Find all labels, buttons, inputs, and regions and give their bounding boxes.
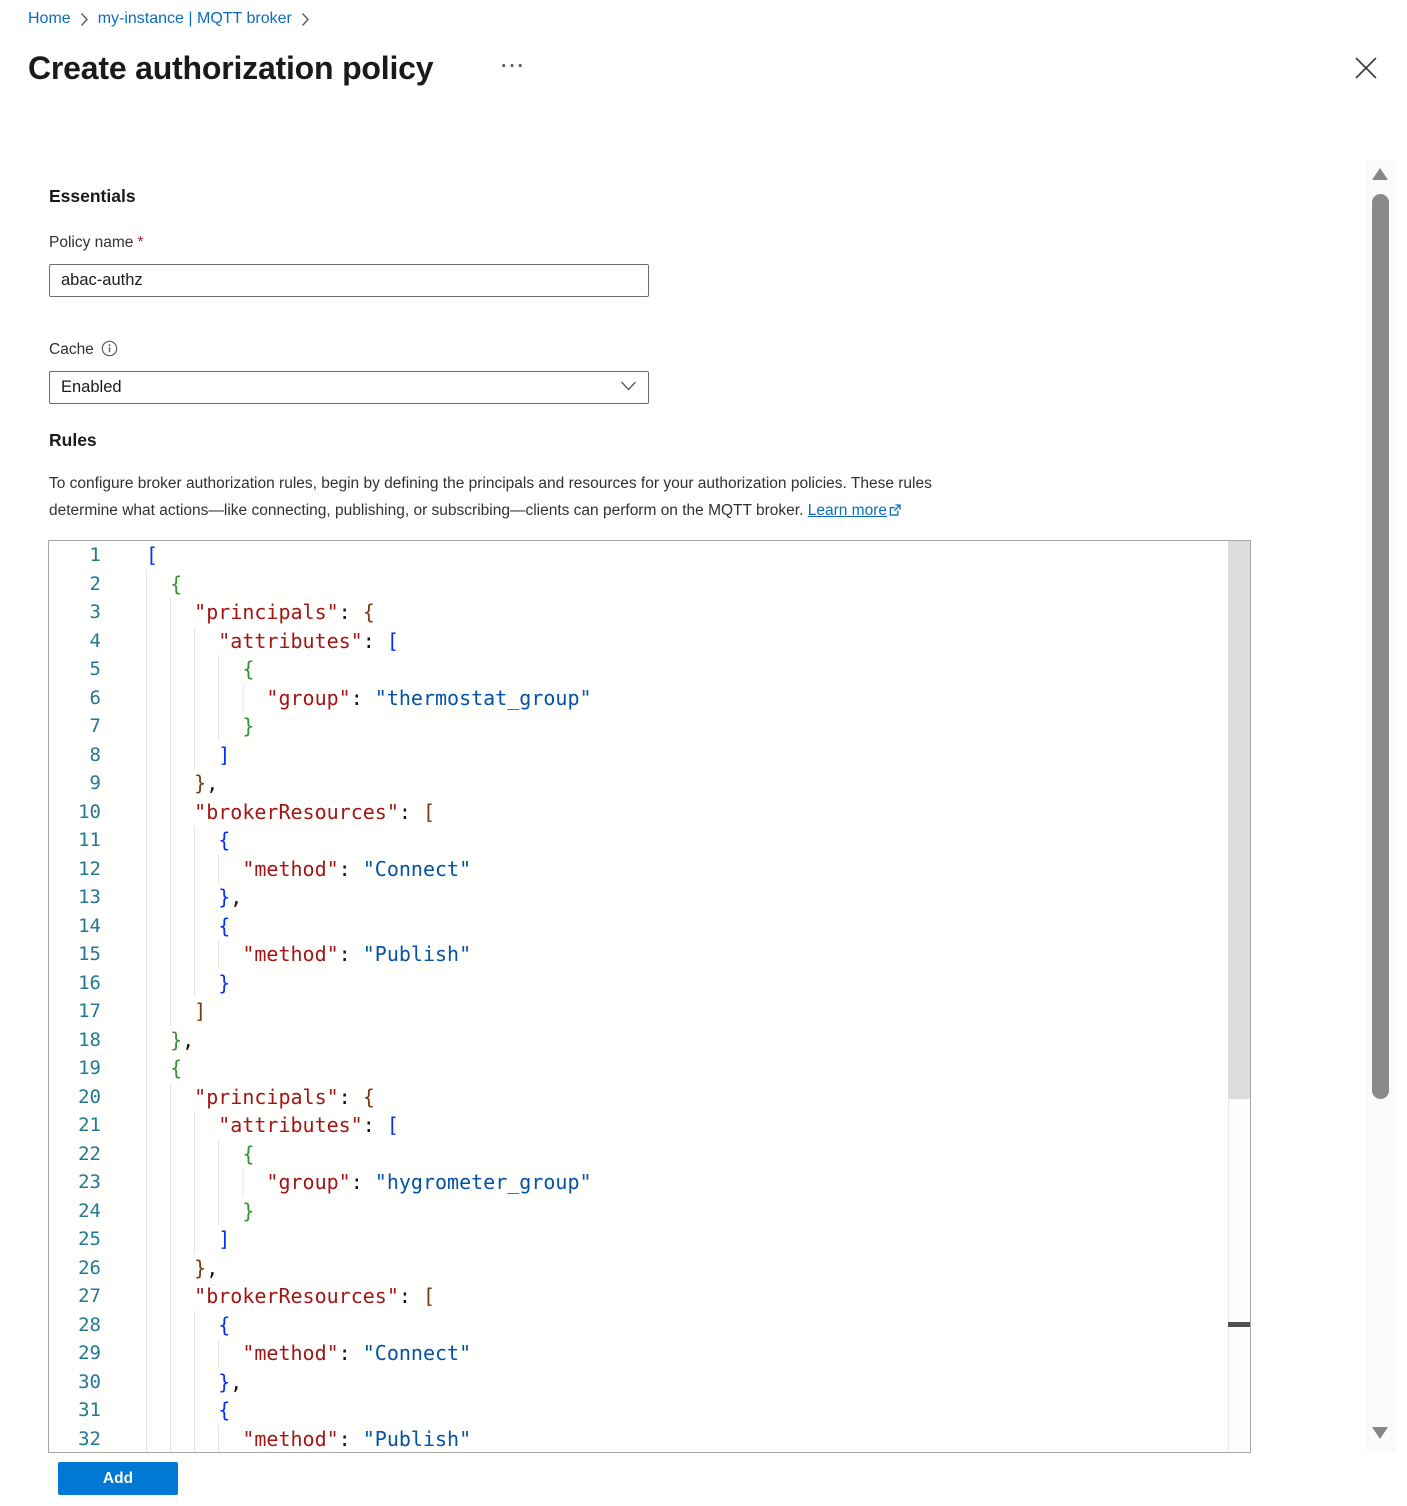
chevron-down-icon xyxy=(620,379,637,397)
line-number: 1 xyxy=(89,544,101,566)
code-text: }, xyxy=(146,1254,218,1283)
code-line[interactable] xyxy=(49,1368,1250,1397)
code-text: "attributes": [ xyxy=(146,1111,399,1140)
chevron-right-icon xyxy=(80,12,89,27)
code-line[interactable] xyxy=(49,798,1250,827)
line-number: 5 xyxy=(89,658,101,680)
code-text: { xyxy=(146,1140,254,1169)
line-number: 31 xyxy=(78,1399,101,1421)
line-number: 29 xyxy=(78,1342,101,1364)
code-line[interactable] xyxy=(49,940,1250,969)
policy-name-label-text: Policy name xyxy=(49,234,134,251)
rules-description xyxy=(49,471,932,526)
code-lines xyxy=(49,541,1250,1453)
code-text: { xyxy=(146,1396,230,1425)
code-line[interactable] xyxy=(49,969,1250,998)
breadcrumb xyxy=(28,10,310,28)
line-number: 17 xyxy=(78,1000,101,1022)
code-line[interactable] xyxy=(49,1282,1250,1311)
line-number: 3 xyxy=(89,601,101,623)
code-line[interactable] xyxy=(49,741,1250,770)
line-number: 23 xyxy=(78,1171,101,1193)
code-line[interactable] xyxy=(49,1225,1250,1254)
code-text: { xyxy=(146,826,230,855)
code-text: }, xyxy=(146,883,242,912)
line-number: 26 xyxy=(78,1256,101,1279)
code-line[interactable] xyxy=(49,1425,1250,1454)
learn-more-link[interactable]: Learn more xyxy=(807,501,887,519)
line-number: 8 xyxy=(89,743,101,766)
code-text: "group": "hygrometer_group" xyxy=(146,1168,592,1197)
cache-label xyxy=(49,340,118,362)
rules-heading: Rules xyxy=(49,430,97,450)
code-text: "attributes": [ xyxy=(146,627,399,656)
code-text: }, xyxy=(146,1368,242,1397)
line-number: 7 xyxy=(89,715,101,737)
code-text: "method": "Publish" xyxy=(146,1425,471,1454)
line-number: 22 xyxy=(78,1142,101,1165)
code-line[interactable] xyxy=(49,1111,1250,1140)
essentials-heading: Essentials xyxy=(49,186,136,206)
code-text: } xyxy=(146,712,254,741)
code-text: "method": "Connect" xyxy=(146,855,471,884)
code-line[interactable] xyxy=(49,655,1250,684)
code-text: "principals": { xyxy=(146,1083,375,1112)
code-line[interactable] xyxy=(49,1026,1250,1055)
code-text: "method": "Connect" xyxy=(146,1339,471,1368)
code-line[interactable] xyxy=(49,598,1250,627)
line-number: 9 xyxy=(89,772,101,794)
code-line[interactable] xyxy=(49,570,1250,599)
more-options-icon[interactable]: ··· xyxy=(501,56,526,77)
line-number: 28 xyxy=(78,1313,101,1336)
code-text: { xyxy=(146,1054,182,1083)
cache-dropdown[interactable] xyxy=(49,371,649,404)
code-text: { xyxy=(146,570,182,599)
rules-json-editor[interactable] xyxy=(48,540,1251,1453)
policy-name-input[interactable] xyxy=(49,264,649,297)
code-text: }, xyxy=(146,1026,194,1055)
line-number: 20 xyxy=(78,1085,101,1108)
code-text: "brokerResources": [ xyxy=(146,1282,435,1311)
line-number: 4 xyxy=(89,629,101,652)
code-line[interactable] xyxy=(49,912,1250,941)
close-button[interactable] xyxy=(1349,53,1383,87)
rules-description-line2-text: determine what actions—like connecting, publishing, or subscribing—clients can perform on the MQTT broker. xyxy=(49,501,804,519)
page-title: Create authorization policy xyxy=(28,50,434,86)
code-line[interactable] xyxy=(49,684,1250,713)
line-number: 21 xyxy=(78,1114,101,1136)
line-number: 32 xyxy=(78,1427,101,1450)
code-line[interactable] xyxy=(49,1168,1250,1197)
breadcrumb-link-instance[interactable]: my-instance | MQTT broker xyxy=(97,10,292,27)
line-number: 16 xyxy=(78,971,101,994)
code-line[interactable] xyxy=(49,1396,1250,1425)
code-text: "principals": { xyxy=(146,598,375,627)
scroll-down-arrow-icon[interactable] xyxy=(1372,1427,1388,1439)
add-button[interactable]: Add xyxy=(58,1462,178,1495)
line-number: 2 xyxy=(89,572,101,595)
external-link-icon xyxy=(888,500,902,527)
editor-scrollbar-track[interactable] xyxy=(1228,1099,1250,1452)
rules-description-line2 xyxy=(49,498,932,527)
code-text: "group": "thermostat_group" xyxy=(146,684,592,713)
code-line[interactable] xyxy=(49,541,1250,570)
code-line[interactable] xyxy=(49,627,1250,656)
code-text: } xyxy=(146,969,230,998)
rules-description-line1: To configure broker authorization rules, begin by defining the principals and resources for your authorization policies. These rules xyxy=(49,475,932,492)
line-number: 19 xyxy=(78,1057,101,1079)
code-line[interactable] xyxy=(49,1140,1250,1169)
code-line[interactable] xyxy=(49,1083,1250,1112)
editor-scrollbar-thumb[interactable] xyxy=(1228,541,1250,1099)
code-line[interactable] xyxy=(49,855,1250,884)
code-text: ] xyxy=(146,1225,230,1254)
code-text: }, xyxy=(146,769,218,798)
line-number: 14 xyxy=(78,914,101,937)
page-scrollbar-thumb[interactable] xyxy=(1372,194,1389,1099)
line-number: 18 xyxy=(78,1028,101,1051)
code-text: "brokerResources": [ xyxy=(146,798,435,827)
code-line[interactable] xyxy=(49,712,1250,741)
line-number: 24 xyxy=(78,1199,101,1222)
code-text: { xyxy=(146,1311,230,1340)
required-asterisk: * xyxy=(137,234,144,251)
code-text: "method": "Publish" xyxy=(146,940,471,969)
code-text: { xyxy=(146,655,254,684)
breadcrumb-link-home[interactable]: Home xyxy=(28,10,71,27)
line-number: 11 xyxy=(78,829,101,851)
overview-ruler-cursor-mark xyxy=(1228,1322,1250,1327)
line-number: 15 xyxy=(78,943,101,965)
line-number: 25 xyxy=(78,1228,101,1250)
info-icon[interactable] xyxy=(101,340,118,362)
code-text: [ xyxy=(146,541,158,570)
scroll-up-arrow-icon[interactable] xyxy=(1372,168,1388,180)
line-number: 6 xyxy=(89,686,101,709)
code-text: ] xyxy=(146,997,206,1026)
chevron-right-icon xyxy=(301,12,310,27)
editor-scrollbar[interactable] xyxy=(1228,541,1250,1452)
code-text: ] xyxy=(146,741,230,770)
code-line[interactable] xyxy=(49,1054,1250,1083)
cache-label-text: Cache xyxy=(49,341,94,358)
code-line[interactable] xyxy=(49,1339,1250,1368)
line-number: 10 xyxy=(78,800,101,823)
code-text: } xyxy=(146,1197,254,1226)
cache-dropdown-value: Enabled xyxy=(61,378,122,396)
line-number: 27 xyxy=(78,1285,101,1307)
line-number: 12 xyxy=(78,857,101,880)
code-line[interactable] xyxy=(49,826,1250,855)
line-number: 30 xyxy=(78,1370,101,1393)
code-line[interactable] xyxy=(49,1254,1250,1283)
close-icon xyxy=(1352,54,1380,87)
code-text: { xyxy=(146,912,230,941)
code-line[interactable] xyxy=(49,1311,1250,1340)
policy-name-label xyxy=(49,234,143,252)
code-line[interactable] xyxy=(49,1197,1250,1226)
code-line[interactable] xyxy=(49,769,1250,798)
line-number: 13 xyxy=(78,886,101,908)
code-line[interactable] xyxy=(49,997,1250,1026)
code-line[interactable] xyxy=(49,883,1250,912)
page-scrollbar[interactable] xyxy=(1366,160,1396,1452)
